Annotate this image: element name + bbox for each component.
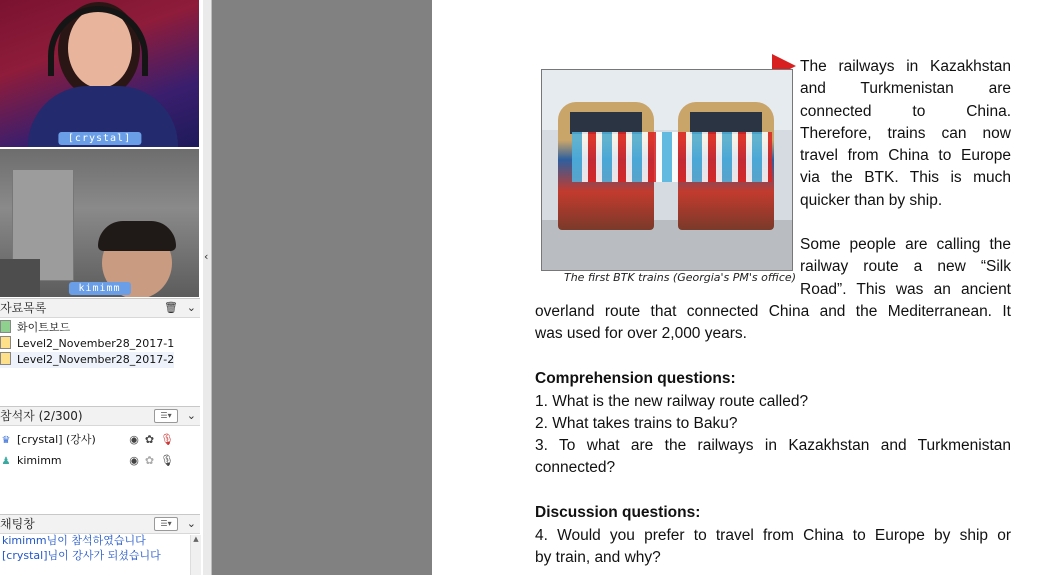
whiteboard-icon — [0, 320, 11, 333]
train-window-right — [690, 112, 762, 134]
chat-panel-header[interactable] — [0, 514, 200, 534]
text-line: was used for over 2,000 years. — [535, 325, 747, 343]
question-line: 1. What is the new railway route called? — [535, 393, 809, 410]
text-line: The railways in Kazakhstan — [800, 58, 1011, 75]
paragraph-2-side — [800, 234, 1011, 301]
question-line: by train, and why? — [535, 549, 661, 566]
user-icon: ♟ — [1, 456, 11, 467]
discussion-heading: Discussion questions: — [535, 504, 701, 521]
text-line: quicker than by ship. — [800, 191, 943, 209]
photo-caption: The first BTK trains (Georgia's PM's office) — [563, 271, 796, 284]
text-line: travel from China to Europe — [800, 147, 1011, 165]
file-item-level2-1[interactable] — [0, 336, 174, 352]
text-line: overland route that connected China and the Mediterranean. It — [535, 303, 1011, 320]
sidebar — [0, 0, 204, 575]
files-panel-header[interactable] — [0, 298, 200, 318]
text-line: and Turkmenistan are — [800, 80, 1011, 98]
trash-icon[interactable]: 🗑 — [164, 301, 178, 314]
video-feed-student[interactable] — [0, 149, 199, 297]
flags — [572, 132, 772, 182]
list-menu-icon[interactable]: ☰▾ — [154, 409, 178, 423]
file-item-whiteboard[interactable] — [0, 320, 70, 336]
scroll-up-icon[interactable]: ▲ — [193, 535, 199, 543]
text-line: railway route a new “Silk — [800, 258, 1011, 276]
crown-icon: ♛ — [1, 435, 11, 446]
document-icon — [0, 352, 11, 365]
chevron-down-icon[interactable]: ⌄ — [186, 301, 196, 314]
list-menu-icon[interactable]: ☰▾ — [154, 517, 178, 531]
participant-row[interactable] — [0, 431, 200, 449]
question-line: connected? — [535, 459, 616, 476]
paragraph-1 — [800, 56, 1011, 212]
person-hair — [98, 221, 176, 251]
participants-panel-title: 참석자 (2/300) — [0, 409, 83, 423]
comprehension-heading: Comprehension questions: — [535, 370, 736, 387]
text-line: Road”. This was an ancient — [800, 280, 1011, 298]
question-line: 2. What takes trains to Baku? — [535, 415, 738, 432]
video-feed-teacher[interactable] — [0, 0, 199, 147]
camera-icon[interactable]: ◉ — [129, 433, 145, 446]
paragraph-2-full — [535, 301, 1011, 346]
participant-row[interactable] — [0, 452, 200, 470]
participant-tools[interactable] — [129, 431, 180, 449]
participant-name: kimimm — [17, 454, 62, 467]
text-line: Some people are calling the — [800, 236, 1011, 253]
mic-active-icon[interactable]: 🎙 — [160, 433, 180, 446]
file-item-label: Level2_November28_2017-2 — [17, 353, 175, 366]
participants-panel-header[interactable] — [0, 406, 200, 426]
headset-icon — [48, 6, 148, 76]
participant-name: [crystal] (강사) — [17, 433, 96, 446]
panel-splitter[interactable] — [203, 0, 212, 575]
palette-icon[interactable]: ✿ — [144, 433, 161, 446]
video-name-tag: kimimm — [68, 282, 130, 295]
file-item-label: 화이트보드 — [17, 321, 71, 334]
chat-scrollbar[interactable] — [190, 535, 201, 575]
text-line: Therefore, trains can now — [800, 124, 1011, 142]
mic-icon[interactable]: 🎙 — [160, 454, 180, 467]
chevron-down-icon[interactable]: ⌄ — [186, 409, 196, 422]
chat-message: kimimm님이 참석하였습니다 — [2, 534, 146, 547]
palette-icon[interactable]: ✿ — [144, 454, 161, 467]
document-viewer-background — [212, 0, 432, 575]
chat-message: [crystal]님이 강사가 되셨습니다 — [2, 549, 161, 562]
file-item-level2-2[interactable] — [0, 352, 174, 368]
chat-panel-title: 채팅창 — [0, 517, 35, 531]
question-line: 3. To what are the railways in Kazakhstan and Turkmenistan — [535, 437, 1011, 454]
camera-icon[interactable]: ◉ — [129, 454, 145, 467]
chevron-down-icon[interactable]: ⌄ — [186, 517, 196, 530]
files-panel-title: 자료목록 — [0, 301, 47, 315]
text-line: via the BTK. This is much — [800, 169, 1011, 187]
train-window-left — [570, 112, 642, 134]
video-name-tag: [crystal] — [58, 132, 141, 145]
collapse-left-icon[interactable]: ‹ — [204, 250, 209, 263]
participant-tools[interactable] — [129, 452, 180, 470]
train-photo — [541, 69, 793, 271]
file-item-label: Level2_November28_2017-1 — [17, 337, 175, 350]
text-line: connected to China. — [800, 102, 1011, 120]
room-shelf — [0, 259, 40, 297]
question-line: 4. Would you prefer to travel from China to Europe by ship or — [535, 527, 1011, 544]
document-icon — [0, 336, 11, 349]
